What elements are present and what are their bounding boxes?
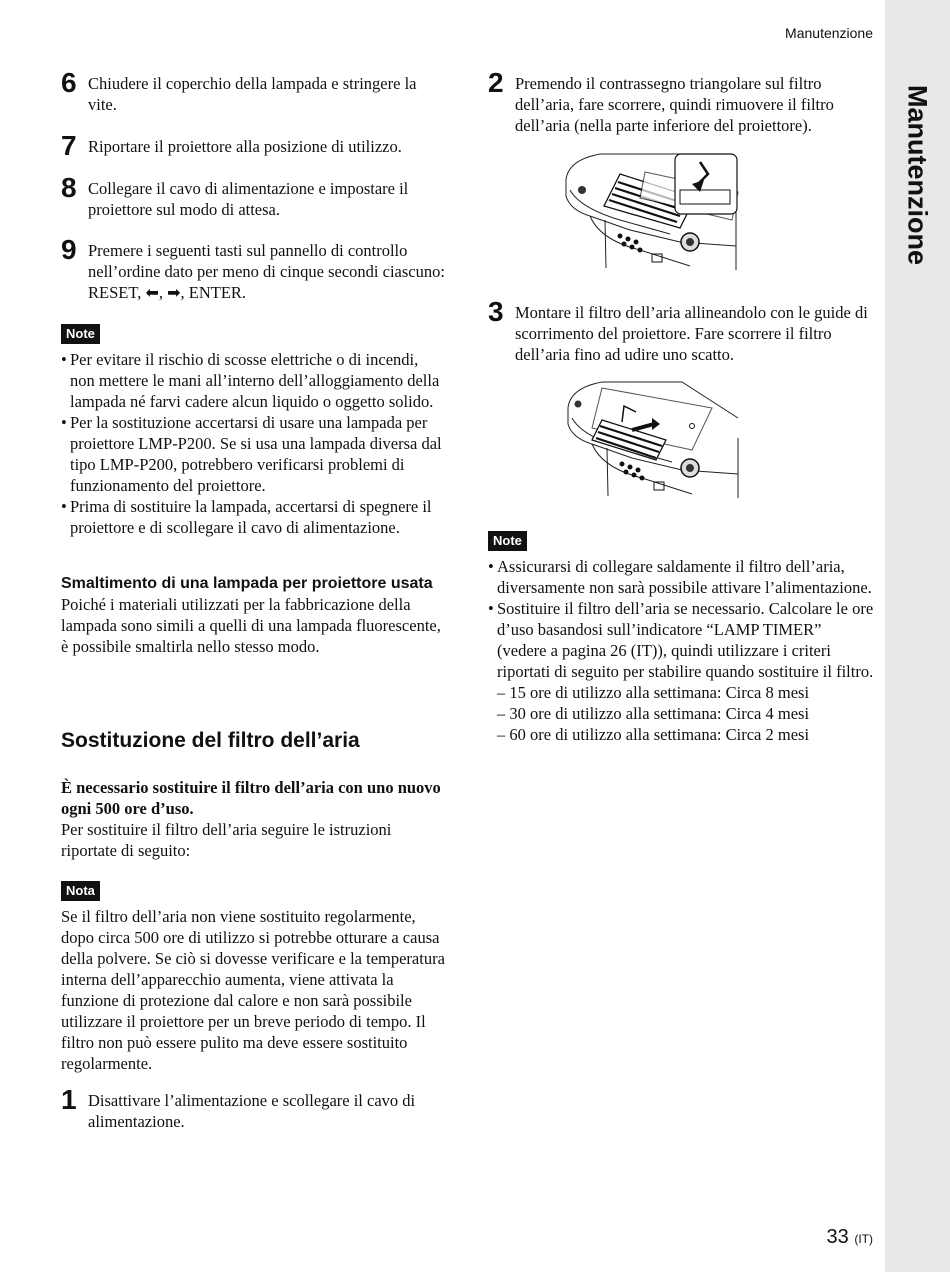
step-text: Montare il filtro dell’aria allineandolo con le guide di scorrimento del proiettore. Fare scorrere il filtro dell’aria fino ad udire uno scatto. <box>515 303 868 364</box>
note-list <box>488 556 874 682</box>
note-block-lamp <box>61 322 447 538</box>
filter-intro: Per sostituire il filtro dell’aria seguire le istruzioni riportate di seguito: <box>61 820 392 860</box>
step-number: 9 <box>61 234 77 265</box>
step-text: Premendo il contrassegno triangolare sul filtro dell’aria, fare scorrere, quindi rimuovere il filtro dell’aria (nella parte inferiore del proiettore). <box>515 74 834 135</box>
disposal-heading: Smaltimento di una lampada per proiettore usata <box>61 575 433 592</box>
page-language: (IT) <box>854 1232 873 1246</box>
step-2 <box>488 67 874 136</box>
list-item: – 15 ore di utilizzo alla settimana: Circa 8 mesi <box>497 683 810 702</box>
schedule-list <box>488 682 874 745</box>
page-number-value: 33 <box>826 1226 849 1248</box>
list-item: • Per evitare il rischio di scosse elettriche o di incendi, non mettere le mani all’interno dell’alloggiamento della lampada né farvi cadere alcun liquido o oggetto solido. <box>61 349 447 412</box>
disposal-section <box>61 574 447 657</box>
list-item: • Sostituire il filtro dell’aria se necessario. Calcolare le ore d’uso basandosi sull’indicatore “LAMP TIMER” (vedere a pagina 26 (IT)), quindi utilizzare i criteri riportati di seguito per stabilire quando sostituire il filtro. <box>488 598 874 682</box>
step-9 <box>61 234 446 303</box>
step-text-part: , ENTER. <box>180 283 247 302</box>
nota-block <box>61 879 447 1074</box>
step-1 <box>61 1084 446 1132</box>
running-header: Manutenzione <box>785 25 873 41</box>
list-item: • Assicurarsi di collegare saldamente il filtro dell’aria, diversamente non sarà possibile attivare l’alimentazione. <box>488 556 874 598</box>
step-text: Collegare il cavo di alimentazione e impostare il proiettore sul modo di attesa. <box>88 179 409 219</box>
filter-install-illustration <box>562 378 742 500</box>
note-label: Note <box>488 531 527 551</box>
list-item: • Per la sostituzione accertarsi di usare una lampada per proiettore LMP-P200. Se si usa una lampada diversa dal tipo LMP-P200, potrebbero verificarsi problemi di funzionamento del proiettore. <box>61 412 447 496</box>
list-item: – 60 ore di utilizzo alla settimana: Circa 2 mesi <box>497 725 810 744</box>
step-3 <box>488 296 874 365</box>
step-number: 3 <box>488 296 504 327</box>
step-6 <box>61 67 446 115</box>
nota-text: Se il filtro dell’aria non viene sostituito regolarmente, dopo circa 500 ore di utilizzo si potrebbe otturare a causa della polvere. Se ciò si dovesse verificare e la temperatura interna dell’apparecchio aumenta, viene attivata la funzione di protezione dal calore e non sarà possibile utilizzare il proiettore per un breve periodo di tempo. Il filtro non può essere pulito ma deve essere sostituito regolarmente. <box>61 907 445 1073</box>
step-number: 2 <box>488 67 504 98</box>
step-text-part: Premere i seguenti tasti sul pannello di controllo nell’ordine dato per meno di cinque secondi ciascuno: RESET, <box>88 241 445 302</box>
step-text: Disattivare l’alimentazione e scollegare il cavo di alimentazione. <box>88 1091 416 1131</box>
step-8 <box>61 172 446 220</box>
filter-bold-intro: È necessario sostituire il filtro dell’aria con uno nuovo ogni 500 ore d’uso. <box>61 778 441 818</box>
step-7 <box>61 130 446 161</box>
section-heading: Sostituzione del filtro dell’aria <box>61 729 360 752</box>
filter-section <box>61 728 447 861</box>
sidebar-section-title: Manutenzione <box>902 85 933 265</box>
step-text <box>88 240 446 303</box>
nota-label: Nota <box>61 881 100 901</box>
step-number: 7 <box>61 130 77 161</box>
step-text: Chiudere il coperchio della lampada e stringere la vite. <box>88 74 417 114</box>
list-item: • Prima di sostituire la lampada, accertarsi di spegnere il proiettore e di scollegare il cavo di alimentazione. <box>61 496 447 538</box>
page-number <box>827 1227 873 1250</box>
disposal-text: Poiché i materiali utilizzati per la fabbricazione della lampada sono simili a quelli di una lampada fluorescente, è possibile smaltirla nello stesso modo. <box>61 595 441 656</box>
note-list <box>61 349 447 538</box>
list-item: – 30 ore di utilizzo alla settimana: Circa 4 mesi <box>497 704 810 723</box>
filter-removal-illustration <box>560 150 740 272</box>
step-number: 1 <box>61 1084 77 1115</box>
step-number: 8 <box>61 172 77 203</box>
note-label: Note <box>61 324 100 344</box>
step-number: 6 <box>61 67 77 98</box>
note-block-filter <box>488 529 874 745</box>
step-text-sep: , <box>158 283 168 302</box>
left-arrow-icon: ⬅ <box>145 283 159 302</box>
right-arrow-icon: ➡ <box>167 283 181 302</box>
step-text: Riportare il proiettore alla posizione di utilizzo. <box>88 137 402 156</box>
